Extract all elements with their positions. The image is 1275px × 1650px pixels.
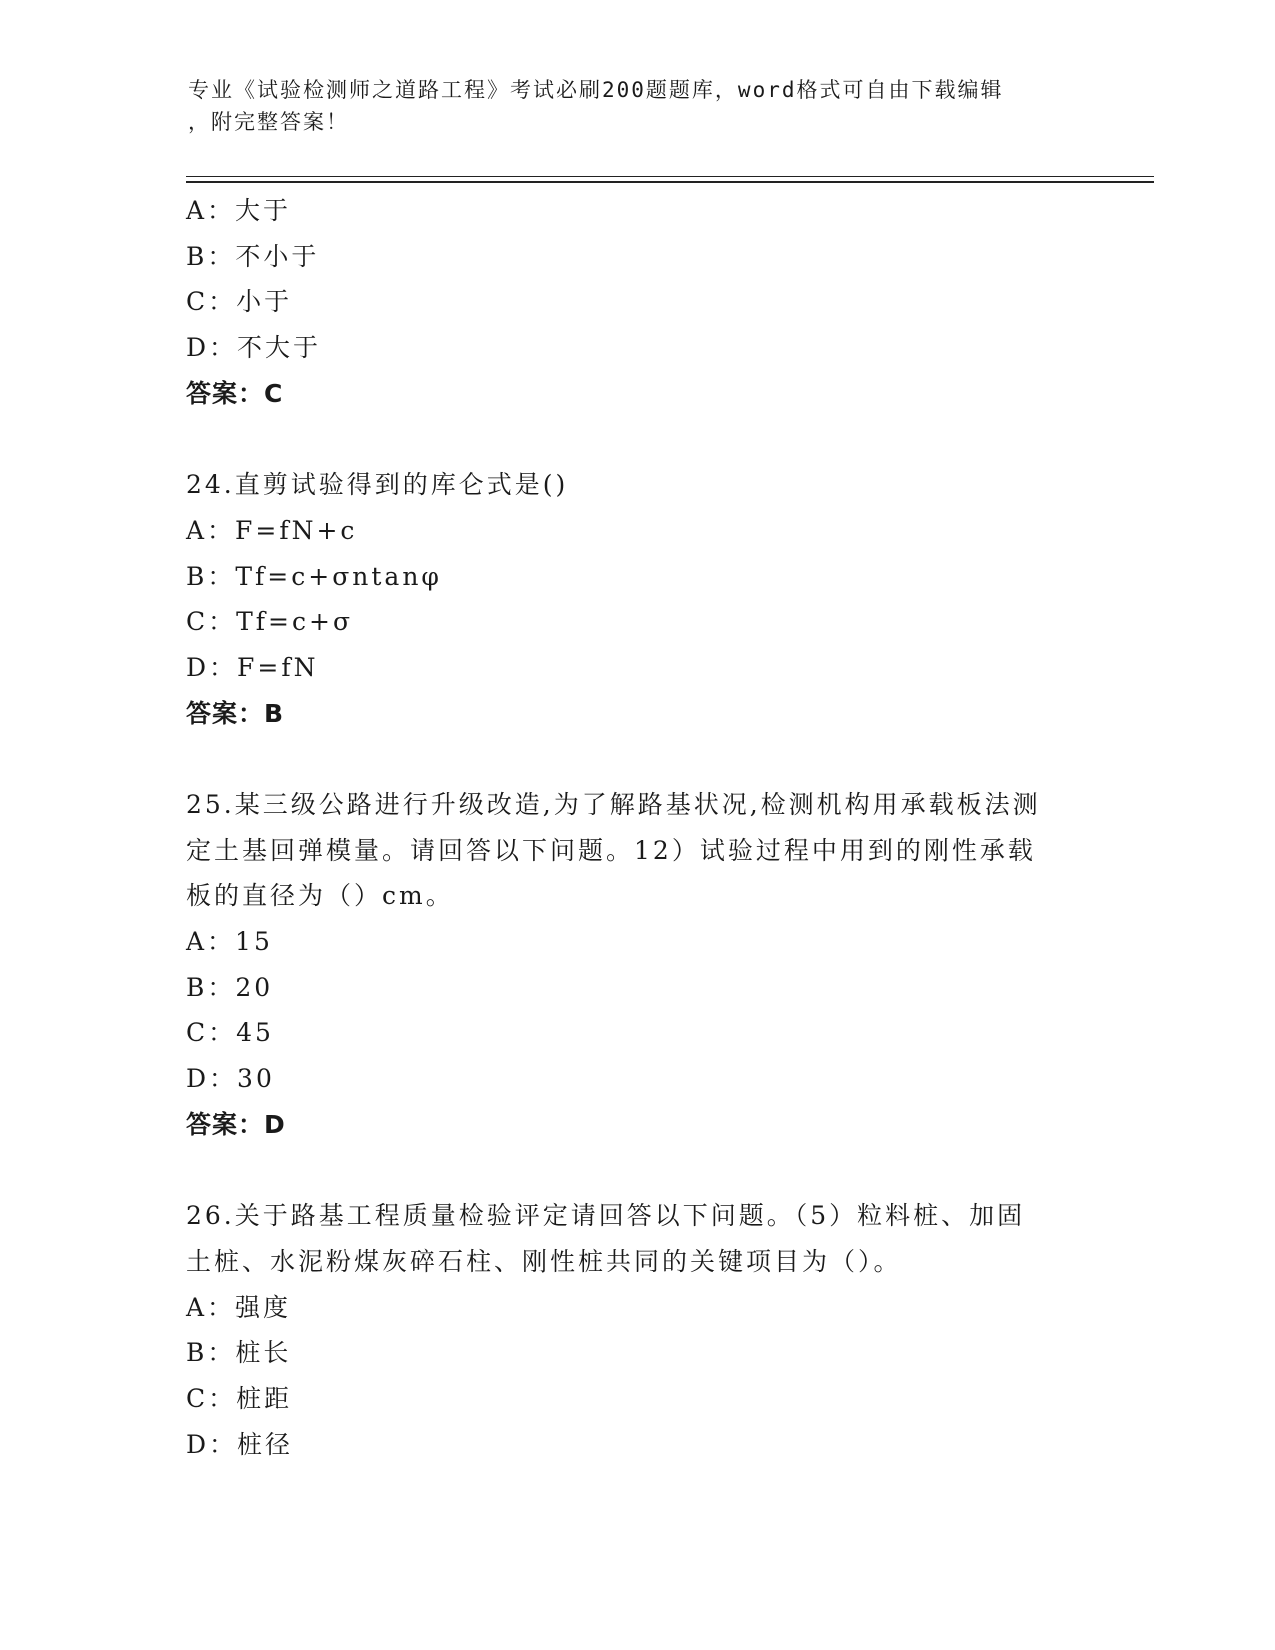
option-c: C：小于: [186, 287, 293, 317]
option-c: C：Tf=c+σ: [186, 607, 354, 637]
option-a: A：大于: [186, 196, 292, 225]
question-stem-line: 土桩、水泥粉煤灰碎石柱、刚性桩共同的关键项目为（）。: [186, 1246, 902, 1276]
header-divider: [186, 176, 1154, 183]
option-d: D：30: [186, 1064, 275, 1094]
answer-line: 答案：B: [186, 698, 285, 728]
header-title-line-2: ，附完整答案！: [188, 110, 349, 134]
option-d: D：F=fN: [186, 652, 319, 682]
question-block-26: [186, 1193, 1086, 1467]
document-body: [186, 188, 1086, 1467]
answer-line: 答案：D: [186, 1109, 286, 1139]
option-a: A：F=fN+c: [186, 515, 358, 545]
option-b: B：桩长: [186, 1338, 292, 1368]
question-stem: [186, 1193, 1086, 1284]
spacer: [186, 736, 1086, 782]
option-b: B：不小于: [186, 241, 320, 271]
option-c: C：桩距: [186, 1383, 293, 1413]
question-block-previous: [186, 188, 1086, 416]
answer-line: 答案：C: [186, 378, 284, 408]
question-block-25: [186, 782, 1086, 1148]
question-stem-line: 24.直剪试验得到的库仑式是(): [186, 470, 569, 500]
question-stem-line: 25.某三级公路进行升级改造,为了解路基状况,检测机构用承载板法测: [186, 789, 1041, 819]
option-b: B：20: [186, 972, 274, 1002]
question-stem-line: 26.关于路基工程质量检验评定请回答以下问题。（5）粒料桩、加固: [186, 1201, 1026, 1231]
document-header: [188, 74, 1068, 138]
question-block-24: [186, 462, 1086, 736]
option-b: B：Tf=c+σntanφ: [186, 561, 442, 591]
option-c: C：45: [186, 1018, 274, 1048]
question-stem: [186, 462, 1086, 508]
option-d: D：不大于: [186, 333, 322, 363]
question-stem-line: 定土基回弹模量。请回答以下问题。12）试验过程中用到的刚性承载: [186, 835, 1036, 865]
option-a: A：15: [186, 927, 273, 956]
option-a: A：强度: [186, 1292, 292, 1322]
header-title-line-1: 专业《试验检测师之道路工程》考试必刷200题题库，word格式可自由下载编辑: [188, 78, 1004, 102]
spacer: [186, 1147, 1086, 1193]
question-stem: [186, 782, 1086, 919]
question-stem-line: 板的直径为（）cm。: [186, 881, 454, 911]
spacer: [186, 416, 1086, 462]
option-d: D：桩径: [186, 1429, 294, 1459]
